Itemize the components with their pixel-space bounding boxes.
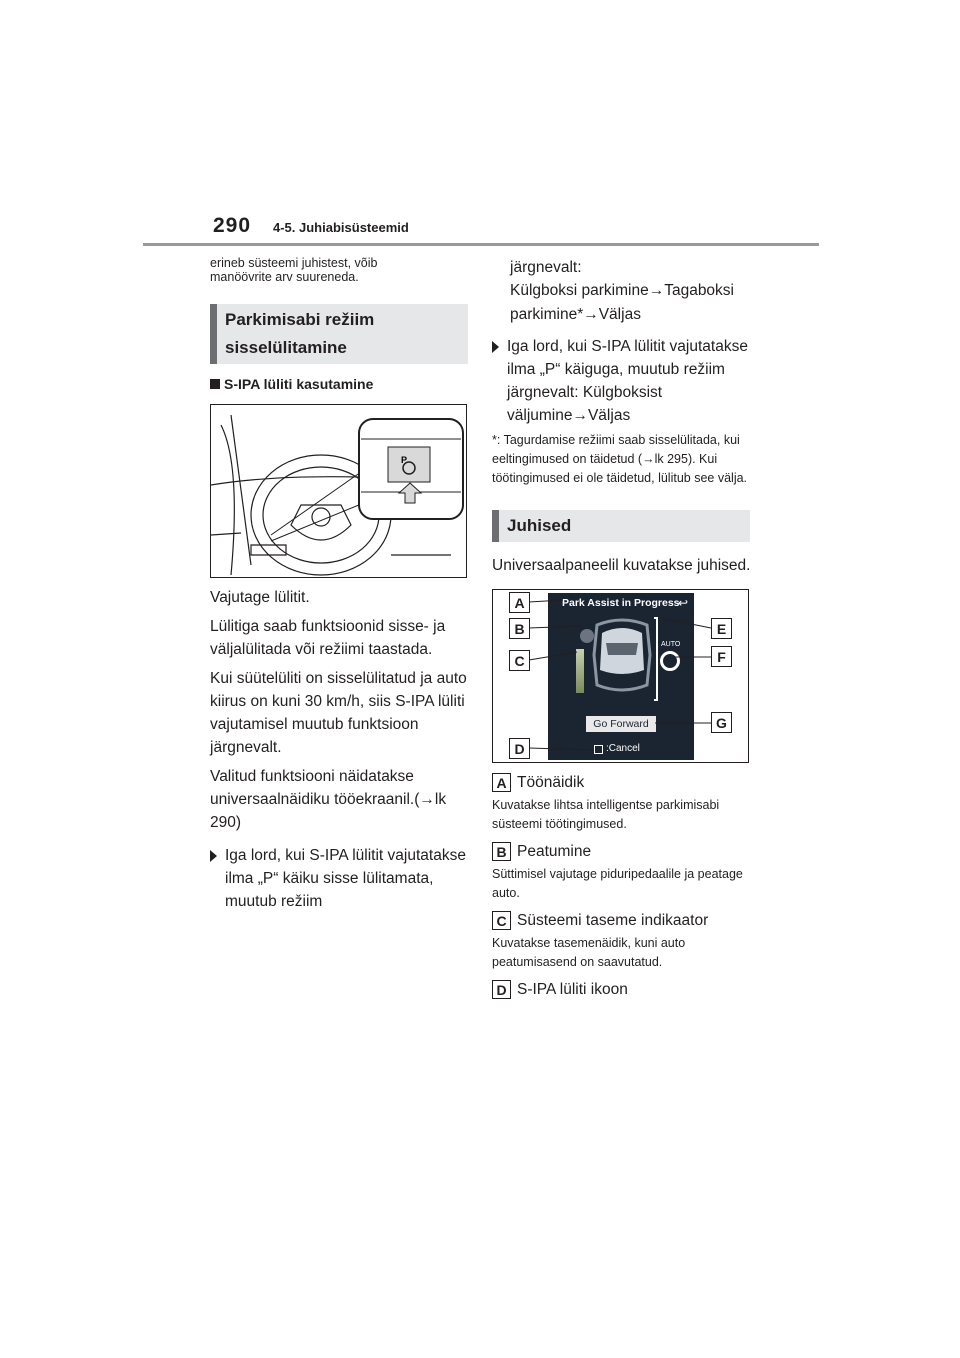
callout-b: B: [509, 618, 530, 639]
page-number: 290: [213, 214, 252, 237]
heading-line-2: sisselülitamine: [225, 338, 347, 357]
bullet-item-1: [210, 844, 472, 913]
left-column: [210, 256, 472, 913]
bullet-item-2: [492, 335, 754, 427]
paragraph-instructions-intro: Universaalpaneelil kuvatakse juhised.: [492, 557, 751, 574]
heading-line-1: Parkimisabi režiim: [225, 310, 375, 329]
dashboard-illustration: [211, 405, 467, 578]
cancel-label: :Cancel: [606, 743, 640, 754]
display-screen-figure: [492, 589, 749, 763]
callout-c: C: [509, 650, 530, 671]
letter-box-b: B: [492, 842, 511, 861]
section-title: 4-5. Juhiabisüsteemid: [273, 220, 409, 235]
section-heading-parking-mode: [210, 304, 468, 364]
callout-lines: [493, 590, 749, 763]
dashboard-switch-figure: [210, 404, 467, 578]
callout-f: F: [711, 646, 732, 667]
intro-text: erineb süsteemi juhistest, võib manöövrite arv suureneda.: [210, 256, 378, 284]
paragraph-press-switch: Vajutage lülitit.: [210, 589, 310, 606]
legend-desc-a: Kuvatakse lihtsa intelligentse parkimisabi süsteemi töötingimused.: [492, 798, 720, 831]
letter-box-c: C: [492, 911, 511, 930]
footnote: *: Tagurdamise režiimi saab sisselülitada, kui eeltingimused on täidetud (→lk 295). Kui töötingimused ei ole täidetud, lülitub see välja.: [492, 433, 748, 485]
header-divider: [143, 243, 819, 246]
continued-text: järgnevalt:: [510, 259, 582, 276]
paragraph-display-info: Valitud funktsiooni näidatakse universaalnäidiku tööekraanil.(→lk 290): [210, 768, 447, 831]
letter-box-d: D: [492, 980, 511, 999]
mode-sequence-1: Külgboksi parkimine→Tagaboksi parkimine*→Väljas: [510, 282, 735, 323]
section-heading-instructions: Juhised: [492, 510, 750, 542]
triangle-bullet-icon: [210, 850, 217, 862]
auto-label: AUTO: [661, 641, 681, 648]
legend-item-d: [492, 980, 754, 999]
callout-e: E: [711, 618, 732, 639]
legend-desc-b: Süttimisel vajutage piduripedaalile ja peatage auto.: [492, 867, 743, 900]
bullet-text-1: Iga lord, kui S-IPA lülitit vajutatakse ilma „P“ käiku sisse lülitamata, muutub režiim: [225, 847, 466, 910]
callout-d: D: [509, 738, 530, 759]
back-arrow-icon: ↩: [677, 596, 688, 610]
legend-title-a: Töönäidik: [517, 773, 585, 791]
legend-item-b: [492, 842, 754, 903]
right-column: [492, 256, 754, 999]
go-forward-label: Go Forward: [586, 716, 656, 732]
callout-a: A: [509, 592, 530, 613]
bullet-text-2: Iga lord, kui S-IPA lülitit vajutatakse ilma „P“ käiguga, muutub režiim järgnevalt: Külgboksist väljumine→Väljas: [507, 338, 748, 424]
svg-text:P: P: [401, 455, 408, 465]
legend-item-a: [492, 773, 754, 834]
paragraph-speed-condition: Kui süütelüliti on sisselülitatud ja auto kiirus on kuni 30 km/h, siis S-IPA lüliti vajutamisel muutub funktsioon järgnevalt.: [210, 670, 467, 756]
legend-title-b: Peatumine: [517, 842, 592, 860]
legend-title-c: Süsteemi taseme indikaator: [517, 911, 709, 929]
paragraph-switch-function: Lülitiga saab funktsioonid sisse- ja väljalülitada või režiimi taastada.: [210, 618, 446, 658]
legend-title-d: S-IPA lüliti ikoon: [517, 980, 628, 998]
legend-desc-c: Kuvatakse tasemenäidik, kuni auto peatumisasend on saavutatud.: [492, 936, 686, 969]
display-title: Park Assist in Progress: [562, 597, 680, 609]
legend-item-c: [492, 911, 754, 972]
triangle-bullet-icon: [492, 341, 499, 353]
subheading-sipa-switch: [210, 376, 472, 392]
callout-g: G: [711, 712, 732, 733]
letter-box-a: A: [492, 773, 511, 792]
square-bullet-icon: [210, 379, 220, 389]
subheading-text: S-IPA lüliti kasutamine: [224, 376, 374, 392]
